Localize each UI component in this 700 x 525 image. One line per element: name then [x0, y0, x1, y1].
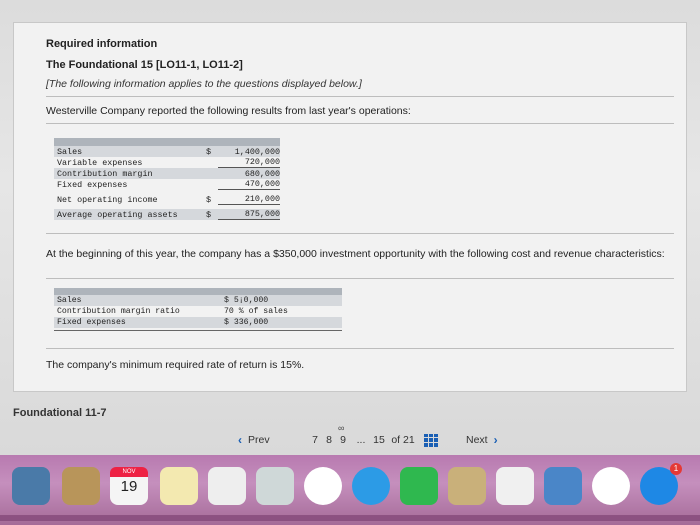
opportunity-text: At the beginning of this year, the company has a $350,000 investment opportunity with the following cost and revenue characteristics:: [46, 248, 665, 260]
table-row: Contribution margin ratio 70 % of sales: [57, 307, 288, 316]
keynote-icon[interactable]: [448, 467, 486, 505]
keynote-presenter-icon[interactable]: [544, 467, 582, 505]
table-row: Sales $ 5¡0,000: [54, 295, 342, 306]
question-card: [13, 22, 687, 392]
applies-note: [The following information applies to the questions displayed below.]: [46, 78, 362, 90]
pagination: [228, 423, 594, 452]
divider: [46, 348, 674, 349]
section-label: Foundational 11-7: [13, 407, 107, 419]
music-icon[interactable]: [592, 467, 630, 505]
page-7[interactable]: 7: [312, 434, 318, 446]
results-table: [54, 138, 280, 220]
safari-icon[interactable]: [352, 467, 390, 505]
page-15[interactable]: 15: [373, 434, 385, 446]
table-row: Fixed expenses 470,000: [57, 179, 280, 190]
facetime-icon[interactable]: [400, 467, 438, 505]
dock-shelf: [0, 515, 700, 521]
divider: [46, 278, 674, 279]
table-row: Variable expenses 720,000: [57, 157, 280, 168]
page-9[interactable]: ∞ 9: [338, 423, 346, 446]
calendar-icon[interactable]: NOV 19: [110, 467, 148, 505]
next-button[interactable]: Next ›: [466, 433, 498, 447]
required-info-heading: Required information: [46, 38, 158, 50]
table-rule: [54, 330, 342, 331]
divider: [46, 96, 674, 97]
opportunity-table: [54, 288, 342, 331]
notes-icon[interactable]: [160, 467, 198, 505]
grid-icon[interactable]: [424, 434, 438, 447]
chevron-left-icon: ‹: [238, 433, 242, 447]
app-store-icon[interactable]: [640, 464, 679, 505]
problem-title: The Foundational 15 [LO11-1, LO11-2]: [46, 59, 243, 71]
divider: [46, 233, 674, 234]
table-row: Sales $ 1,400,000: [54, 146, 280, 157]
badge-count: 1: [670, 463, 682, 475]
photos-icon[interactable]: [304, 467, 342, 505]
chevron-right-icon: ›: [493, 433, 498, 447]
link-icon: ∞: [338, 423, 345, 433]
preview-icon[interactable]: [12, 467, 50, 505]
reminders-icon[interactable]: [208, 467, 246, 505]
intro-text: Westerville Company reported the following results from last year's operations:: [46, 105, 411, 117]
dock: [0, 455, 700, 525]
divider: [46, 123, 674, 124]
maps-icon[interactable]: [256, 467, 294, 505]
page-8[interactable]: 8: [326, 434, 332, 446]
contacts-icon[interactable]: [62, 467, 100, 505]
prev-button[interactable]: ‹ Prev: [238, 433, 270, 447]
page-total: of 21: [391, 434, 415, 446]
min-rate-text: The company's minimum required rate of return is 15%.: [46, 359, 305, 371]
pager-ellipsis: ...: [356, 434, 366, 446]
table-header-bar: [54, 138, 280, 146]
table-row: Fixed expenses $ 336,000: [54, 317, 342, 328]
table-row: Net operating income $ 210,000: [57, 194, 280, 205]
numbers-icon[interactable]: [496, 467, 534, 505]
table-row: Average operating assets $ 875,000: [54, 209, 280, 220]
table-row: Contribution margin 680,000: [54, 168, 280, 179]
table-header-bar: [54, 288, 342, 295]
